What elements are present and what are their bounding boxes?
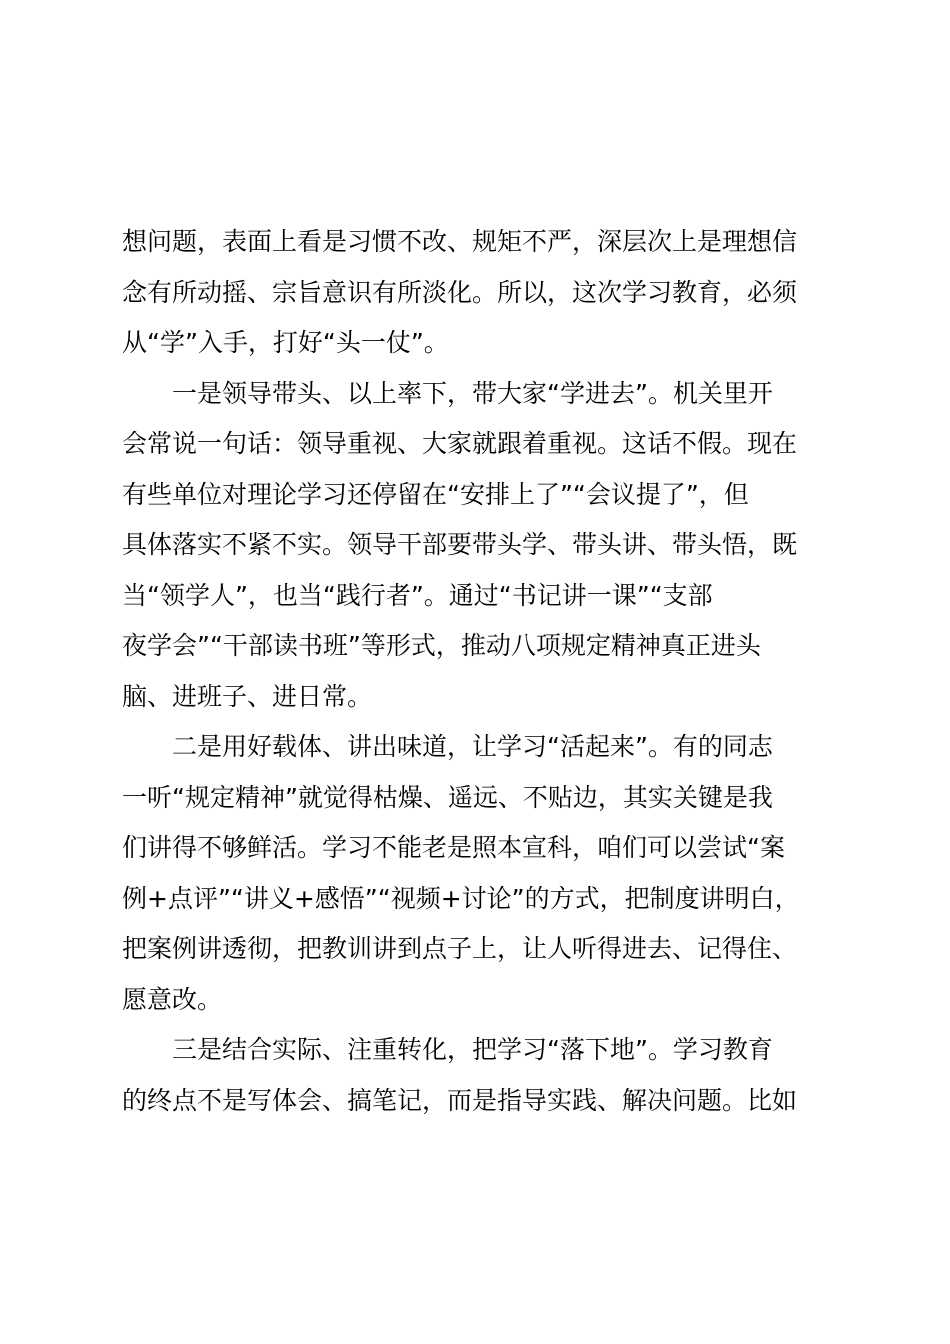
text-line: 有些单位对理论学习还停留在“安排上了”“会议提了”，但 xyxy=(122,479,749,509)
text-line: 脑、进班子、进日常。 xyxy=(122,681,373,711)
body-text xyxy=(122,217,842,1126)
text-line: 例+点评”“讲义+感悟”“视频+讨论”的方式，把制度讲明白， xyxy=(122,883,800,913)
text-line: 一是领导带头、以上率下，带大家“学进去”。机关里开 xyxy=(172,378,773,408)
text-line: 想问题，表面上看是习惯不改、规矩不严，深层次上是理想信 xyxy=(122,227,798,256)
text-line: 一听“规定精神”就觉得枯燥、遥远、不贴边，其实关键是我 xyxy=(122,782,773,812)
text-line: 们讲得不够鲜活。学习不能老是照本宣科，咱们可以尝试“案 xyxy=(122,833,785,862)
text-line: 夜学会”“干部读书班”等形式，推动八项规定精神真正进头 xyxy=(122,631,761,660)
text-line: 念有所动摇、宗旨意识有所淡化。所以，这次学习教育，必须 xyxy=(122,277,798,307)
text-line: 三是结合实际、注重转化，把学习“落下地”。学习教育 xyxy=(172,1035,773,1064)
text-line: 从“学”入手，打好“头一仗”。 xyxy=(122,328,449,357)
text-line: 具体落实不紧不实。领导干部要带头学、带头讲、带头悟，既 xyxy=(122,530,798,559)
text-line: 当“领学人”，也当“践行者”。通过“书记讲一课”“支部 xyxy=(122,580,713,610)
text-line: 的终点不是写体会、搞笔记，而是指导实践、解决问题。比如 xyxy=(122,1085,798,1115)
text-line: 二是用好载体、讲出味道，让学习“活起来”。有的同志 xyxy=(172,732,773,761)
text-line: 会常说一句话：领导重视、大家就跟着重视。这话不假。现在 xyxy=(122,429,798,458)
text-line: 愿意改。 xyxy=(122,984,223,1014)
text-line: 把案例讲透彻，把教训讲到点子上，让人听得进去、记得住、 xyxy=(122,934,798,963)
